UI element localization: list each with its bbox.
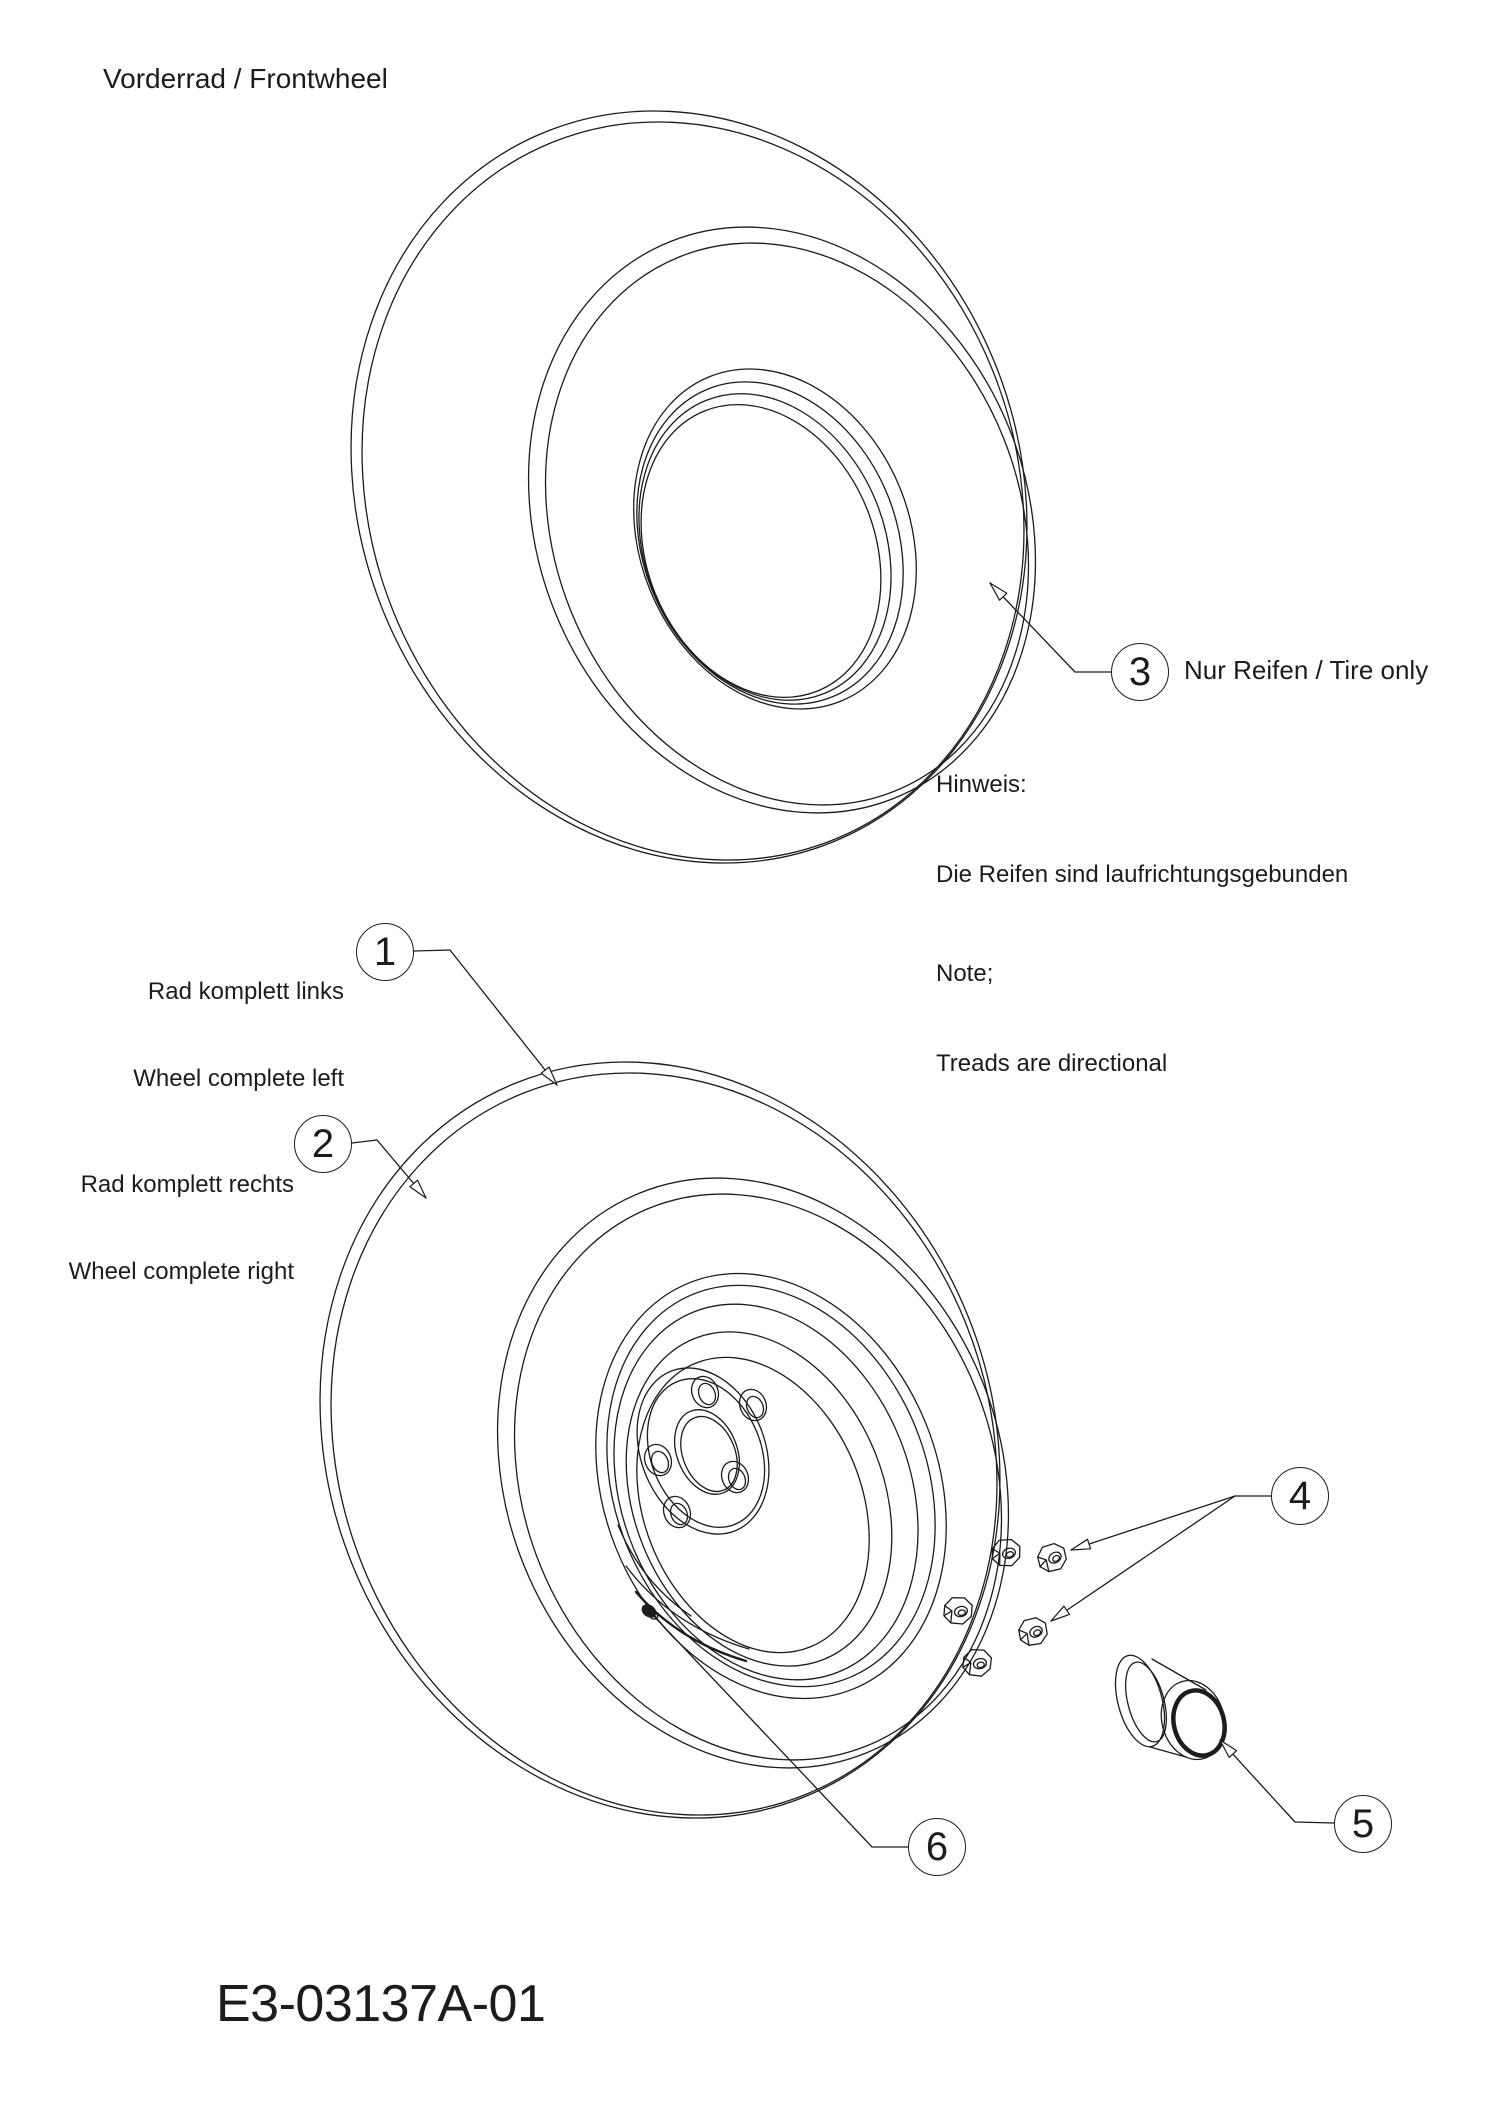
callout-number: 1	[373, 930, 397, 974]
label-de: Rad komplett links	[147, 978, 344, 1005]
leader-callout-3	[990, 583, 1111, 672]
note-heading-de: Hinweis:	[936, 771, 1027, 798]
leader-callout-4b	[1051, 1496, 1235, 1621]
lug-nut	[961, 1646, 994, 1678]
note-heading-en: Note;	[936, 960, 994, 987]
label-de: Rad komplett rechts	[80, 1171, 294, 1198]
note-body-de: Die Reifen sind laufrichtungsgebunden	[936, 861, 1349, 888]
directional-note	[936, 712, 1348, 1137]
callout-number: 6	[925, 1825, 949, 1869]
page-title: Vorderrad / Frontwheel	[103, 63, 388, 94]
callout-number: 4	[1288, 1474, 1312, 1518]
drawing-number: E3-03137A-01	[216, 1975, 546, 2033]
label-tire-only: Nur Reifen / Tire only	[1184, 655, 1429, 685]
lug-nut	[942, 1595, 974, 1626]
leader-callout-6	[650, 1612, 908, 1847]
label-en: Wheel complete left	[133, 1065, 344, 1092]
callout-badge-4	[1271, 1467, 1329, 1525]
leader-callout-4a	[1071, 1496, 1271, 1550]
arrow-icon	[1069, 1539, 1090, 1554]
lug-nut	[1018, 1617, 1048, 1646]
leader-callout-5	[1220, 1740, 1334, 1823]
label-wheel-complete-right	[69, 1112, 294, 1344]
callout-badge-5	[1334, 1795, 1392, 1853]
note-body-en: Treads are directional	[936, 1050, 1168, 1077]
callout-number: 3	[1128, 650, 1152, 694]
callout-number: 2	[311, 1122, 335, 1166]
callout-badge-6	[908, 1818, 966, 1876]
callout-badge-1	[356, 923, 414, 981]
leader-callout-1	[414, 950, 557, 1085]
arrow-icon	[1048, 1606, 1069, 1625]
label-en: Wheel complete right	[68, 1258, 294, 1285]
callout-badge-3	[1111, 643, 1169, 701]
wheel-hub	[613, 1348, 792, 1554]
callout-badge-2	[294, 1115, 352, 1173]
callout-number: 5	[1351, 1802, 1375, 1846]
lug-nut	[1036, 1542, 1067, 1573]
hub-cap-drawing	[1107, 1650, 1234, 1767]
